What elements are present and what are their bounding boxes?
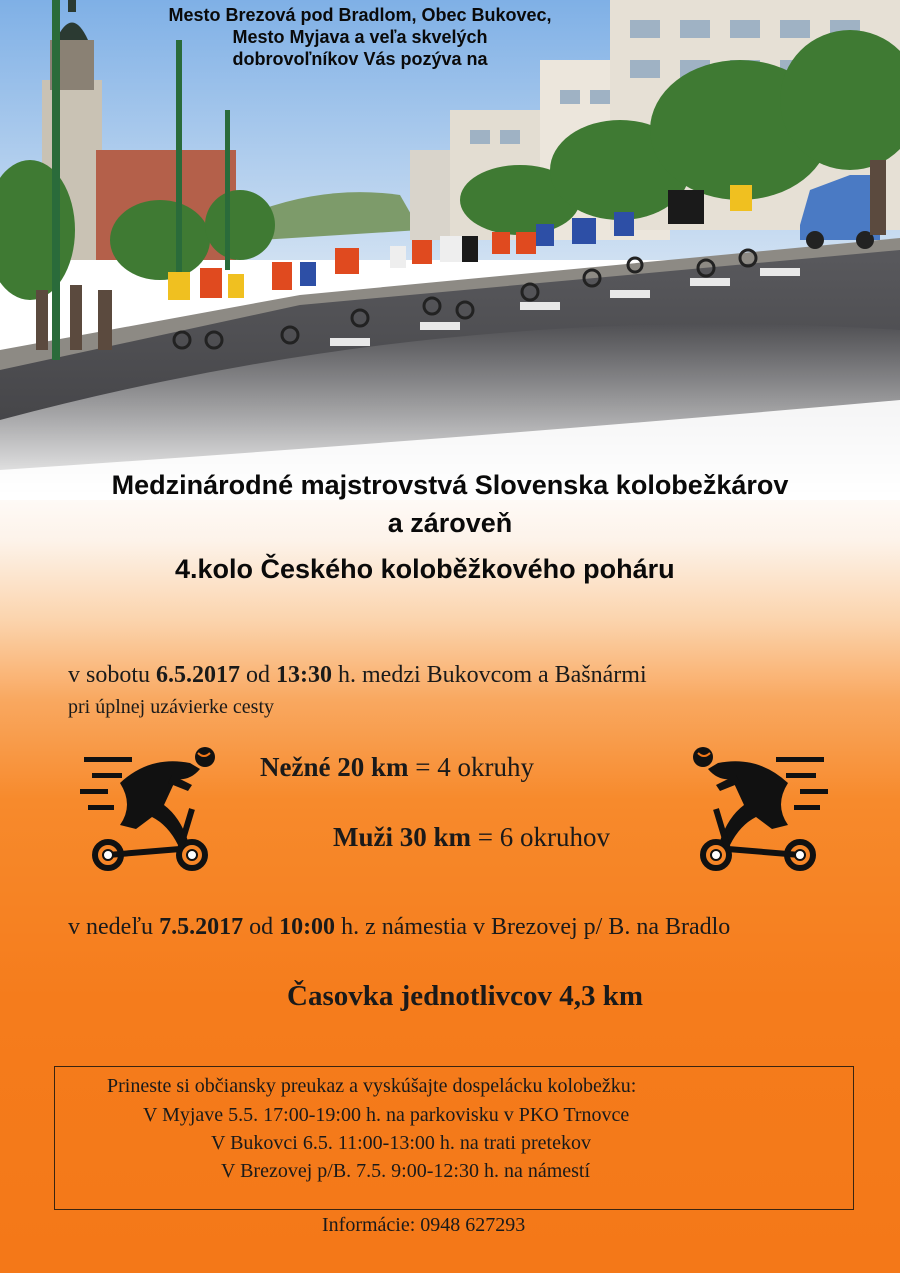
- sunday-time: 10:00: [279, 914, 336, 940]
- intro-line-3: dobrovoľníkov Vás pozýva na: [232, 49, 488, 69]
- women-distance-laps: = 4 okruhy: [408, 752, 534, 782]
- sunday-line: [68, 914, 730, 941]
- men-distance-laps: = 6 okruhov: [471, 822, 610, 852]
- scooter-rider-right-icon: [688, 745, 828, 875]
- intro-text: [60, 4, 660, 70]
- saturday-time: 13:30: [276, 662, 333, 688]
- sunday-date: 7.5.2017: [159, 914, 244, 940]
- title-line-3: 4.kolo Českého koloběžkového poháru: [175, 554, 675, 584]
- testing-line-2: V Myjave 5.5. 17:00-19:00 h. na parkovisku v PKO Trnovce: [143, 1104, 630, 1126]
- sunday-prefix: v nedeľu: [68, 914, 160, 940]
- race-photo: [0, 0, 900, 500]
- testing-info-box: [54, 1066, 854, 1210]
- saturday-suffix: h. medzi Bukovcom a Bašnármi: [332, 662, 647, 688]
- saturday-prefix: v sobotu: [68, 662, 157, 688]
- title-line-2: a zároveň: [387, 508, 513, 538]
- testing-line-4: V Brezovej p/B. 7.5. 9:00-12:30 h. na námestí: [221, 1160, 591, 1182]
- men-distance: [333, 822, 610, 853]
- saturday-line: [68, 662, 647, 689]
- women-distance-label: Nežné 20 km: [260, 752, 409, 782]
- sunday-mid: od: [243, 914, 280, 940]
- testing-line-1: Prineste si občiansky preukaz a vyskúšajte dospelácku kolobežku:: [107, 1075, 637, 1097]
- intro-line-1: Mesto Brezová pod Bradlom, Obec Bukovec,: [168, 5, 552, 25]
- men-distance-label: Muži 30 km: [333, 822, 471, 852]
- time-trial-heading: Časovka jednotlivcov 4,3 km: [287, 980, 644, 1012]
- testing-line-3: V Bukovci 6.5. 11:00-13:00 h. na trati pretekov: [211, 1132, 591, 1154]
- saturday-note: pri úplnej uzávierke cesty: [68, 696, 275, 718]
- title-line-1: Medzinárodné majstrovstvá Slovenska kolobežkárov: [111, 470, 789, 500]
- women-distance: [260, 752, 534, 783]
- sunday-suffix: h. z námestia v Brezovej p/ B. na Bradlo: [335, 914, 731, 940]
- saturday-mid: od: [240, 662, 277, 688]
- intro-line-2: Mesto Myjava a veľa skvelých: [232, 27, 488, 47]
- saturday-date: 6.5.2017: [156, 662, 241, 688]
- contact-info: Informácie: 0948 627293: [322, 1214, 526, 1236]
- scooter-rider-left-icon: [80, 745, 220, 875]
